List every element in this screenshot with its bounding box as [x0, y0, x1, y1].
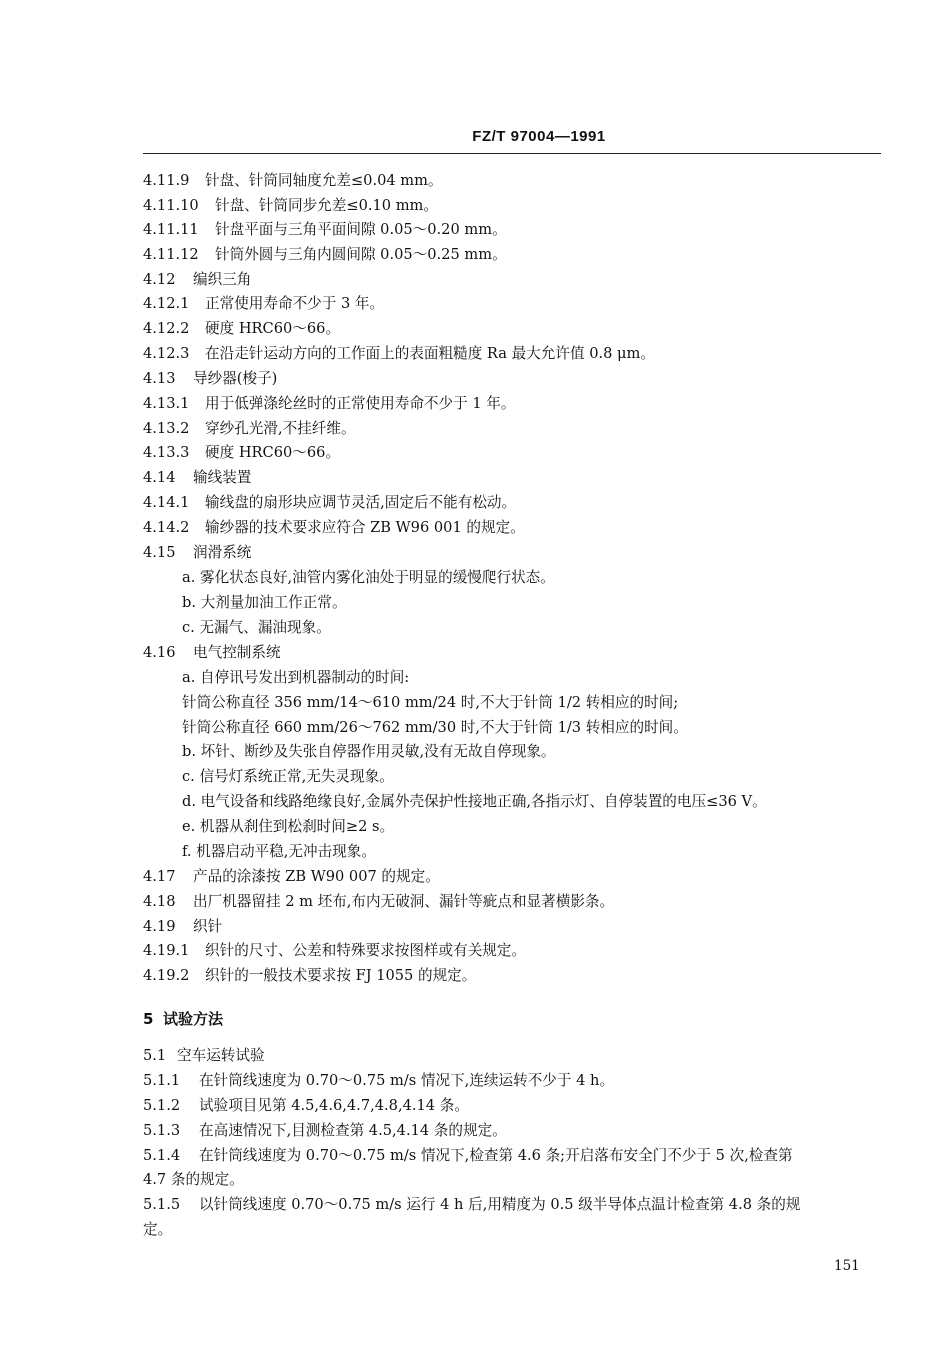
clause-line: 4.11.10 针盘、针筒同步允差≤0.10 mm。 [143, 197, 438, 214]
clause-heading: 4.19 织针 [143, 918, 223, 935]
clause-line: 5.1.4 在针筒线速度为 0.70～0.75 m/s 情况下,检查第 4.6 条;开启落布安全门不少于 5 次,检查第 [143, 1147, 793, 1164]
clause-line: 4.11.11 针盘平面与三角平面间隙 0.05～0.20 mm。 [143, 221, 507, 238]
clause-heading: 4.15 润滑系统 [143, 544, 252, 561]
clause-heading: 4.13 导纱器(梭子) [143, 370, 278, 387]
clause-line: 4.14.2 输纱器的技术要求应符合 ZB W96 001 的规定。 [143, 519, 525, 536]
list-item: f. 机器启动平稳,无冲击现象。 [182, 843, 376, 860]
standard-number-header: FZ/T 97004—1991 [472, 128, 606, 145]
page-number: 151 [834, 1258, 860, 1274]
clause-line: 5.1.5 以针筒线速度 0.70～0.75 m/s 运行 4 h 后,用精度为 0.5 级半导体点温计检查第 4.8 条的规 [143, 1196, 801, 1213]
clause-line: 5.1.2 试验项目见第 4.5,4.6,4.7,4.8,4.14 条。 [143, 1097, 469, 1114]
list-item: c. 信号灯系统正常,无失灵现象。 [182, 768, 394, 785]
clause-line: 4.19.2 织针的一般技术要求按 FJ 1055 的规定。 [143, 967, 477, 984]
list-item: 针筒公称直径 660 mm/26～762 mm/30 时,不大于针筒 1/3 转相应的时间。 [182, 719, 688, 736]
clause-heading: 4.16 电气控制系统 [143, 644, 281, 661]
clause-line: 4.12.3 在沿走针运动方向的工作面上的表面粗糙度 Ra 最大允许值 0.8 μm。 [143, 345, 655, 362]
header-rule [143, 153, 881, 154]
clause-heading: 5.1 空车运转试验 [143, 1047, 265, 1064]
list-item: b. 大剂量加油工作正常。 [182, 594, 347, 611]
clause-line: 4.19.1 织针的尺寸、公差和特殊要求按图样或有关规定。 [143, 942, 527, 959]
clause-line: 4.17 产品的涂漆按 ZB W90 007 的规定。 [143, 868, 440, 885]
clause-line: 4.12.1 正常使用寿命不少于 3 年。 [143, 295, 385, 312]
clause-continuation: 4.7 条的规定。 [143, 1171, 244, 1188]
clause-line: 4.18 出厂机器留挂 2 m 坯布,布内无破洞、漏针等疵点和显著横影条。 [143, 893, 615, 910]
list-item: c. 无漏气、漏油现象。 [182, 619, 331, 636]
clause-heading: 4.14 输线装置 [143, 469, 252, 486]
list-item: a. 自停讯号发出到机器制动的时间: [182, 669, 410, 686]
clause-line: 5.1.1 在针筒线速度为 0.70～0.75 m/s 情况下,连续运转不少于 4 h。 [143, 1072, 615, 1089]
clause-line: 4.11.9 针盘、针筒同轴度允差≤0.04 mm。 [143, 172, 443, 189]
clause-line: 4.13.1 用于低弹涤纶丝时的正常使用寿命不少于 1 年。 [143, 395, 516, 412]
clause-continuation: 定。 [143, 1221, 173, 1238]
clause-heading: 4.12 编织三角 [143, 271, 252, 288]
section-heading: 5 试验方法 [143, 1010, 224, 1028]
list-item: b. 坏针、断纱及失张自停器作用灵敏,没有无故自停现象。 [182, 743, 556, 760]
clause-line: 4.14.1 输线盘的扇形块应调节灵活,固定后不能有松动。 [143, 494, 517, 511]
list-item: 针筒公称直径 356 mm/14～610 mm/24 时,不大于针筒 1/2 转相应的时间; [182, 694, 679, 711]
clause-line: 4.12.2 硬度 HRC60～66。 [143, 320, 341, 337]
clause-line: 5.1.3 在高速情况下,目测检查第 4.5,4.14 条的规定。 [143, 1122, 507, 1139]
clause-line: 4.11.12 针筒外圆与三角内圆间隙 0.05～0.25 mm。 [143, 246, 507, 263]
list-item: d. 电气设备和线路绝缘良好,金属外壳保护性接地正确,各指示灯、自停装置的电压≤36 V。 [182, 793, 767, 810]
list-item: a. 雾化状态良好,油管内雾化油处于明显的缓慢爬行状态。 [182, 569, 555, 586]
list-item: e. 机器从刹住到松刹时间≥2 s。 [182, 818, 395, 835]
clause-line: 4.13.2 穿纱孔光滑,不挂纤维。 [143, 420, 356, 437]
clause-line: 4.13.3 硬度 HRC60～66。 [143, 444, 341, 461]
